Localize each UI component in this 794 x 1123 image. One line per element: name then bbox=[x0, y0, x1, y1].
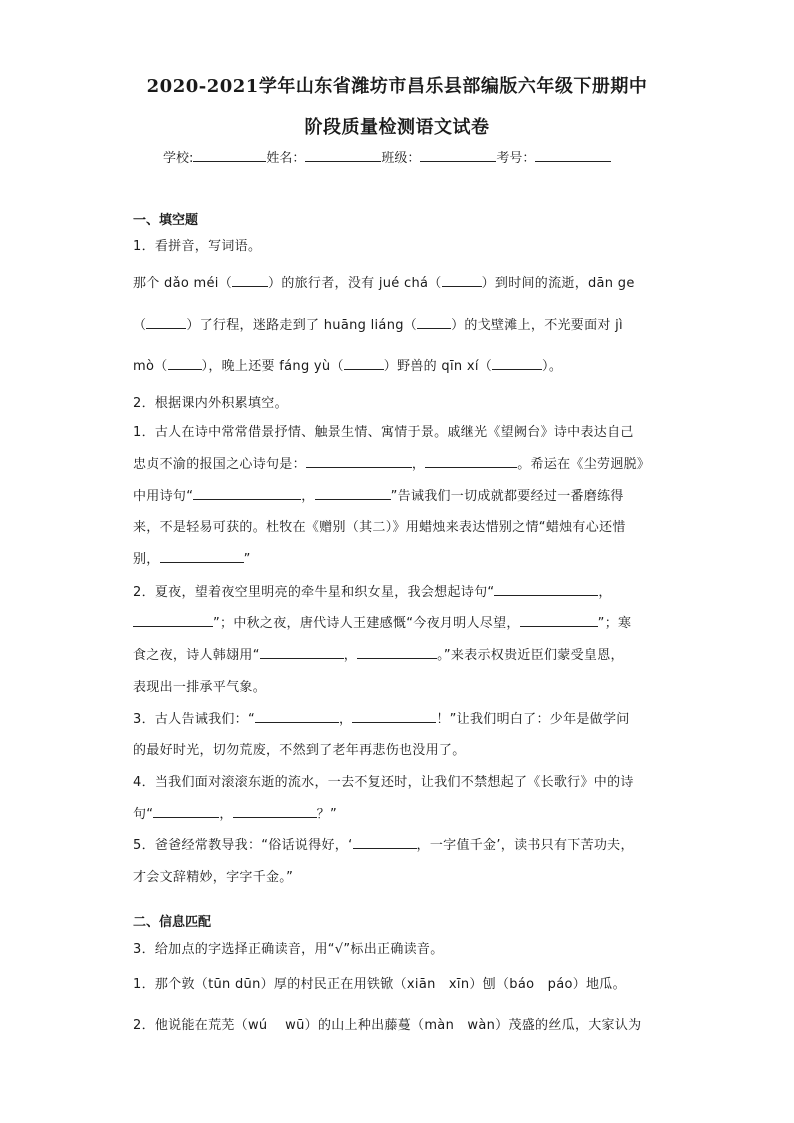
answer-blank[interactable] bbox=[425, 455, 517, 468]
q2-p3-line2: 的最好时光，切勿荒废，不然到了老年再悲伤也没用了。 bbox=[133, 743, 466, 758]
text: ”；中秋之夜，唐代诗人王建感慨“今夜月明人尽望， bbox=[213, 616, 520, 631]
answer-blank[interactable] bbox=[232, 274, 268, 287]
class-label: 班级： bbox=[381, 151, 421, 166]
q1-line2 bbox=[133, 314, 623, 333]
school-blank[interactable] bbox=[193, 148, 266, 162]
text: 食之夜，诗人韩翃用“ bbox=[133, 648, 260, 663]
answer-blank[interactable] bbox=[255, 710, 339, 723]
text: ）的旅行者，没有 jué chá（ bbox=[268, 276, 442, 291]
class-blank[interactable] bbox=[420, 148, 496, 162]
q2-p4-line2 bbox=[133, 803, 337, 822]
answer-blank[interactable] bbox=[233, 805, 317, 818]
text: ， bbox=[219, 807, 233, 822]
text: ”；寒 bbox=[597, 616, 632, 631]
text: 5．爸爸经常教导我：“俗话说得好，‘ bbox=[133, 838, 353, 853]
section-info-match-heading: 二、信息匹配 bbox=[133, 915, 212, 930]
answer-blank[interactable] bbox=[492, 357, 542, 370]
q3-item2: 2．他说能在荒芜（wú wū）的山上种出藤蔓（màn wàn）茂盛的丝瓜，大家认为 bbox=[133, 1018, 642, 1033]
q2-p1-line5 bbox=[133, 548, 251, 567]
q1-line1 bbox=[133, 272, 635, 291]
text: 别， bbox=[133, 552, 160, 567]
text: ”告诫我们一切成就都要经过一番磨练得 bbox=[390, 489, 624, 504]
q2-p1-line2 bbox=[133, 453, 650, 472]
id-blank[interactable] bbox=[535, 148, 611, 162]
name-blank[interactable] bbox=[305, 148, 381, 162]
q2-p1-line4: 来，不是轻易可获的。杜牧在《赠别（其二）》用蜡烛来表达惜别之情“蜡烛有心还惜 bbox=[133, 520, 626, 535]
q2-p1-line1: 1．古人在诗中常常借景抒情、触景生情、寓情于景。戚继光《望阙台》诗中表达自己 bbox=[133, 425, 634, 440]
section-fill-blank-heading: 一、填空题 bbox=[133, 213, 199, 228]
text: ， bbox=[301, 489, 315, 504]
text: ， bbox=[339, 712, 353, 727]
answer-blank[interactable] bbox=[153, 805, 219, 818]
text: ，一字值千金’，读书只有下苦功夫， bbox=[416, 838, 634, 853]
answer-blank[interactable] bbox=[133, 614, 213, 627]
text: （ bbox=[133, 318, 147, 333]
answer-blank[interactable] bbox=[344, 357, 384, 370]
name-label: 姓名： bbox=[266, 151, 306, 166]
text: ）的戈壁滩上，不光要面对 jì bbox=[451, 318, 623, 333]
q2-p2-line2 bbox=[133, 612, 631, 631]
answer-blank[interactable] bbox=[168, 357, 202, 370]
answer-blank[interactable] bbox=[193, 487, 301, 500]
text: mò（ bbox=[133, 359, 168, 374]
answer-blank[interactable] bbox=[260, 646, 344, 659]
text: ， bbox=[411, 457, 426, 472]
student-info-row bbox=[163, 147, 611, 166]
text: ）了行程，迷路走到了 huāng liáng（ bbox=[186, 318, 418, 333]
q2-p2-line4: 表现出一排承平气象。 bbox=[133, 680, 267, 695]
answer-blank[interactable] bbox=[315, 487, 391, 500]
text: 句“ bbox=[133, 807, 154, 822]
text: 中用诗句“ bbox=[133, 489, 194, 504]
q2-p2-line3 bbox=[133, 644, 624, 663]
answer-blank[interactable] bbox=[442, 274, 482, 287]
answer-blank[interactable] bbox=[146, 316, 186, 329]
text: ），晚上还要 fáng yù（ bbox=[201, 359, 344, 374]
exam-title-line1: 2020-2021学年山东省潍坊市昌乐县部编版六年级下册期中 bbox=[146, 76, 648, 97]
q2-p3-line1 bbox=[133, 708, 630, 727]
text: 忠贞不渝的报国之心诗句是： bbox=[133, 457, 306, 472]
text: ， bbox=[598, 585, 612, 600]
q2-p5-line2: 才会文辞精妙，字字千金。” bbox=[133, 870, 294, 885]
q3-prompt: 3．给加点的字选择正确读音，用“√”标出正确读音。 bbox=[133, 942, 444, 957]
text: 那个 dǎo méi（ bbox=[133, 276, 233, 291]
text: 3．古人告诫我们：“ bbox=[133, 712, 256, 727]
q1-line3 bbox=[133, 355, 562, 374]
q2-p4-line1: 4．当我们面对滚滚东逝的流水，一去不复还时，让我们不禁想起了《长歌行》中的诗 bbox=[133, 775, 634, 790]
answer-blank[interactable] bbox=[520, 614, 598, 627]
text: ， bbox=[343, 648, 358, 663]
id-label: 考号： bbox=[496, 151, 536, 166]
answer-blank[interactable] bbox=[357, 646, 437, 659]
answer-blank[interactable] bbox=[352, 710, 436, 723]
answer-blank[interactable] bbox=[417, 316, 451, 329]
text: ）。 bbox=[542, 359, 563, 374]
text: ）野兽的 qīn xí（ bbox=[383, 359, 493, 374]
answer-blank[interactable] bbox=[353, 836, 417, 849]
text: 。”来表示权贵近臣们蒙受皇恩， bbox=[437, 648, 624, 663]
exam-title-line2: 阶段质量检测语文试卷 bbox=[304, 117, 490, 138]
text: 。希运在《尘劳迥脱》 bbox=[517, 457, 651, 472]
school-label: 学校: bbox=[163, 151, 194, 166]
q2-p2-line1 bbox=[133, 581, 612, 600]
answer-blank[interactable] bbox=[306, 455, 412, 468]
q2-p1-line3 bbox=[133, 485, 624, 504]
q2-prompt: 2．根据课内外积累填空。 bbox=[133, 396, 288, 411]
q3-item1: 1．那个敦（tūn dūn）厚的村民正在用铁锨（xiān xīn）刨（báo páo）地瓜。 bbox=[133, 977, 626, 992]
q1-prompt: 1．看拼音，写词语。 bbox=[133, 239, 262, 254]
text: 2．夏夜，望着夜空里明亮的牵牛星和织女星，我会想起诗句“ bbox=[133, 585, 495, 600]
answer-blank[interactable] bbox=[160, 550, 244, 563]
text: ” bbox=[243, 552, 251, 567]
text: ）到时间的流逝，dān ge bbox=[481, 276, 635, 291]
q2-p5-line1 bbox=[133, 834, 634, 853]
text: ？” bbox=[316, 807, 337, 822]
answer-blank[interactable] bbox=[494, 583, 598, 596]
text: ！”让我们明白了：少年是做学问 bbox=[436, 712, 630, 727]
